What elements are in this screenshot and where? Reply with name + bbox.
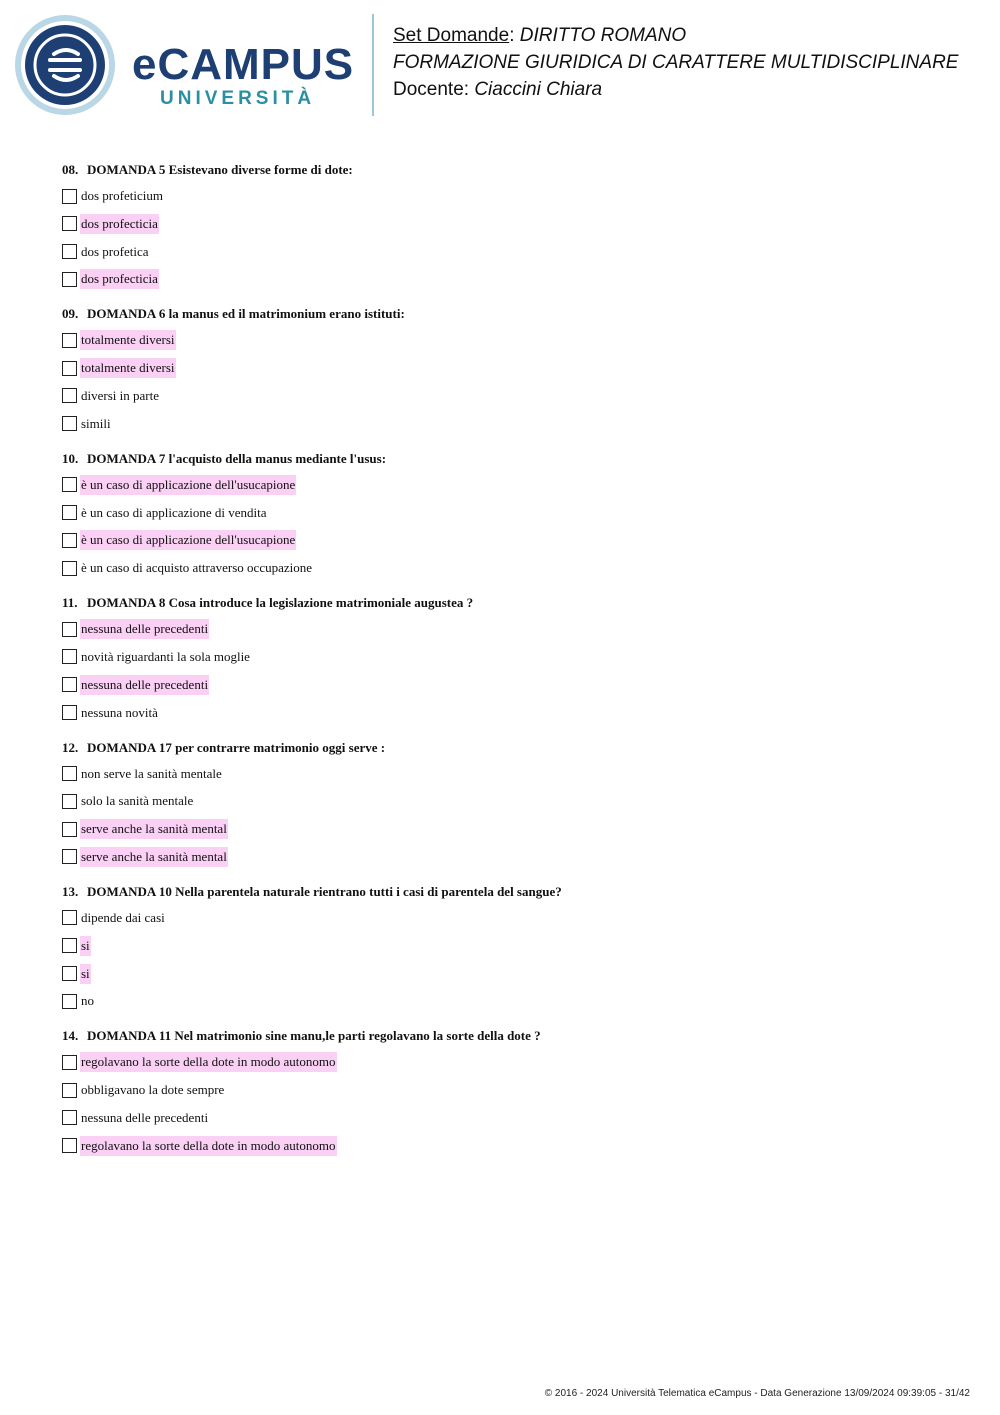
question-number: 08. [62,162,79,177]
answer-checkbox[interactable] [62,272,77,287]
answer-option[interactable] [62,908,962,928]
course-line [393,49,958,76]
answer-checkbox[interactable] [62,677,77,692]
answer-text-highlighted: si [80,964,91,984]
answer-checkbox[interactable] [62,244,77,259]
question-block [62,882,962,1011]
answer-checkbox[interactable] [62,333,77,348]
answer-option[interactable] [62,558,962,578]
answer-option[interactable] [62,675,962,695]
set-value: DIRITTO ROMANO [519,25,687,46]
question-title [62,1026,962,1046]
course-name: FORMAZIONE GIURIDICA DI CARATTERE MULTIDISCIPLINARE [393,52,959,73]
answer-text: diversi in parte [81,387,159,403]
answer-text-highlighted: nessuna delle precedenti [80,675,209,695]
question-number: 11. [62,595,78,611]
answer-text: simili [81,415,111,431]
answer-option[interactable] [62,269,962,289]
answer-option[interactable] [62,647,962,667]
answer-text-highlighted: è un caso di applicazione dell'usucapione [80,530,296,550]
answer-checkbox[interactable] [62,416,77,431]
answer-text: è un caso di acquisto attraverso occupazione [81,560,313,576]
answer-text: no [81,993,94,1009]
header-info [393,22,958,103]
question-title [62,304,962,324]
question-number: 09. [62,306,79,322]
answer-checkbox[interactable] [62,533,77,548]
question-title [62,449,962,469]
answer-checkbox[interactable] [62,994,77,1009]
answer-text: nessuna delle precedenti [81,1109,209,1125]
answer-option[interactable] [62,964,962,984]
answer-text-highlighted: nessuna delle precedenti [80,619,209,639]
docente-name: Ciaccini Chiara [474,79,603,100]
answer-option[interactable] [62,503,962,523]
ecampus-logo-icon [14,14,116,116]
answer-text: dos profeticium [81,188,163,203]
answer-text: è un caso di applicazione di vendita [81,504,267,520]
answer-text-highlighted: serve anche la sanità mental [80,847,228,867]
answer-checkbox[interactable] [62,938,77,953]
question-list [62,160,962,1171]
answer-checkbox[interactable] [62,822,77,837]
question-text: DOMANDA 17 per contrarre matrimonio oggi serve : [87,739,386,755]
question-text: DOMANDA 8 Cosa introduce la legislazione matrimoniale augustea ? [87,595,474,611]
answer-checkbox[interactable] [62,189,77,204]
page-header [0,0,1000,130]
question-block [62,304,962,433]
answer-checkbox[interactable] [62,505,77,520]
question-text: DOMANDA 6 la manus ed il matrimonium erano istituti: [87,306,405,322]
answer-option[interactable] [62,1052,962,1072]
header-divider [372,14,374,116]
answer-option[interactable] [62,791,962,811]
question-number: 14. [62,1028,79,1044]
answer-checkbox[interactable] [62,361,77,376]
answer-checkbox[interactable] [62,622,77,637]
answer-option[interactable] [62,1108,962,1128]
answer-text: solo la sanità mentale [81,793,194,809]
question-text: DOMANDA 10 Nella parentela naturale rientrano tutti i casi di parentela del sangue? [87,883,562,899]
answer-option[interactable] [62,619,962,639]
answer-text: non serve la sanità mentale [81,765,222,781]
answer-option[interactable] [62,358,962,378]
question-title [62,738,962,758]
answer-text-highlighted: serve anche la sanità mental [80,819,228,839]
answer-option[interactable] [62,530,962,550]
answer-option[interactable] [62,475,962,495]
question-number: 12. [62,739,79,755]
answer-checkbox[interactable] [62,216,77,231]
answer-text: dos profetica [81,243,149,259]
answer-checkbox[interactable] [62,794,77,809]
question-block [62,449,962,578]
question-number: 13. [62,883,79,899]
answer-checkbox[interactable] [62,1110,77,1125]
answer-checkbox[interactable] [62,477,77,492]
answer-text-highlighted: è un caso di applicazione dell'usucapione [80,475,296,495]
answer-option[interactable] [62,847,962,867]
question-title [62,160,962,180]
question-block [62,738,962,867]
question-title [62,882,962,902]
answer-option[interactable] [62,414,962,434]
question-block [62,593,962,722]
answer-option[interactable] [62,386,962,406]
answer-checkbox[interactable] [62,1083,77,1098]
answer-option[interactable] [62,242,962,262]
question-title [62,593,962,613]
answer-option[interactable] [62,991,962,1011]
answer-text: nessuna novità [81,704,158,720]
answer-checkbox[interactable] [62,766,77,781]
answer-checkbox[interactable] [62,1138,77,1153]
answer-text: dipende dai casi [81,909,165,925]
answer-text: novità riguardanti la sola moglie [81,648,250,664]
answer-checkbox[interactable] [62,849,77,864]
answer-option[interactable] [62,214,962,234]
question-number: 10. [62,450,79,466]
answer-option[interactable] [62,936,962,956]
answer-checkbox[interactable] [62,705,77,720]
question-block [62,160,962,289]
answer-text-highlighted: totalmente diversi [80,358,176,378]
answer-option[interactable] [62,330,962,350]
answer-text-highlighted: si [80,936,91,956]
answer-checkbox[interactable] [62,561,77,576]
question-text: DOMANDA 11 Nel matrimonio sine manu,le parti regolavano la sorte della dote ? [87,1028,541,1044]
answer-text-highlighted: regolavano la sorte della dote in modo autonomo [80,1136,337,1156]
answer-text-highlighted: dos profecticia [80,214,159,234]
page-footer: © 2016 - 2024 Università Telematica eCampus - Data Generazione 13/09/2024 09:39:05 - 31/42 [544,1388,970,1399]
set-label: Set Domande [393,25,510,46]
logo-wordmark: eCAMPUS [132,40,355,89]
answer-text-highlighted: totalmente diversi [80,330,176,350]
answer-checkbox[interactable] [62,966,77,981]
logo-subtitle: UNIVERSITÀ [160,88,316,109]
answer-checkbox[interactable] [62,1055,77,1070]
answer-checkbox[interactable] [62,649,77,664]
question-text: DOMANDA 5 Esistevano diverse forme di dote: [87,162,353,177]
set-line: Set Domande: DIRITTO ROMANO [393,25,687,46]
answer-text-highlighted: regolavano la sorte della dote in modo autonomo [80,1052,337,1072]
question-block [62,1026,962,1155]
answer-option[interactable] [62,764,962,784]
answer-option[interactable] [62,1080,962,1100]
answer-option[interactable] [62,1136,962,1156]
question-text: DOMANDA 7 l'acquisto della manus mediante l'usus: [87,450,387,466]
docente-label: Docente: [393,79,470,100]
answer-checkbox[interactable] [62,388,77,403]
answer-option[interactable] [62,186,962,206]
answer-checkbox[interactable] [62,910,77,925]
docente-line [393,76,958,103]
answer-option[interactable] [62,819,962,839]
answer-text: obbligavano la dote sempre [81,1082,225,1098]
answer-option[interactable] [62,703,962,723]
answer-text-highlighted: dos profecticia [80,269,159,289]
